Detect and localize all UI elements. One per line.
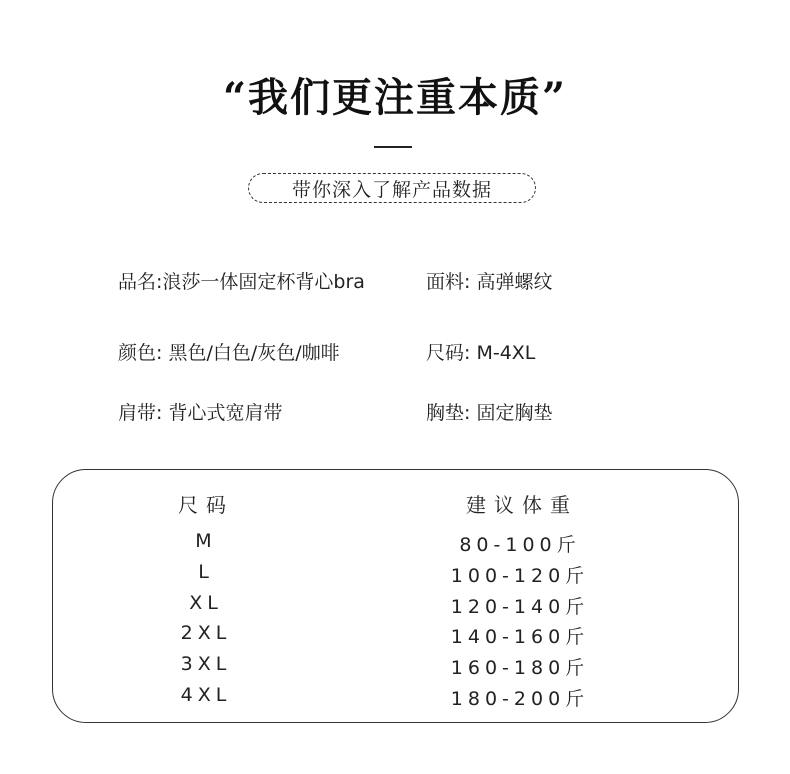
size-cell: M (195, 530, 217, 552)
title-divider (374, 146, 412, 148)
weight-cell: 180-200斤 (450, 688, 590, 710)
weight-column-header: 建议体重 (466, 493, 578, 517)
size-column-header: 尺码 (178, 493, 234, 517)
weight-cell: 140-160斤 (450, 626, 590, 648)
weight-cell: 120-140斤 (450, 596, 590, 618)
weight-cell: 100-120斤 (450, 565, 590, 587)
spec-pad: 胸垫: 固定胸垫 (426, 402, 553, 424)
subtitle-badge (248, 173, 536, 203)
size-cell: 4XL (180, 684, 232, 706)
weight-cell: 80-100斤 (459, 534, 581, 556)
size-cell: L (198, 561, 214, 583)
spec-product-name: 品名:浪莎一体固定杯背心bra (118, 271, 365, 293)
subtitle-text: 带你深入了解产品数据 (291, 178, 492, 201)
page-title: “我们更注重本质” (222, 74, 567, 121)
size-cell: 2XL (180, 622, 232, 644)
size-cell: 3XL (180, 653, 232, 675)
spec-color: 颜色: 黑色/白色/灰色/咖啡 (118, 342, 340, 364)
weight-cell: 160-180斤 (450, 657, 590, 679)
spec-fabric: 面料: 高弹螺纹 (426, 271, 553, 293)
size-cell: XL (189, 592, 223, 614)
spec-size-range: 尺码: M-4XL (426, 342, 536, 364)
spec-strap: 肩带: 背心式宽肩带 (118, 402, 283, 424)
